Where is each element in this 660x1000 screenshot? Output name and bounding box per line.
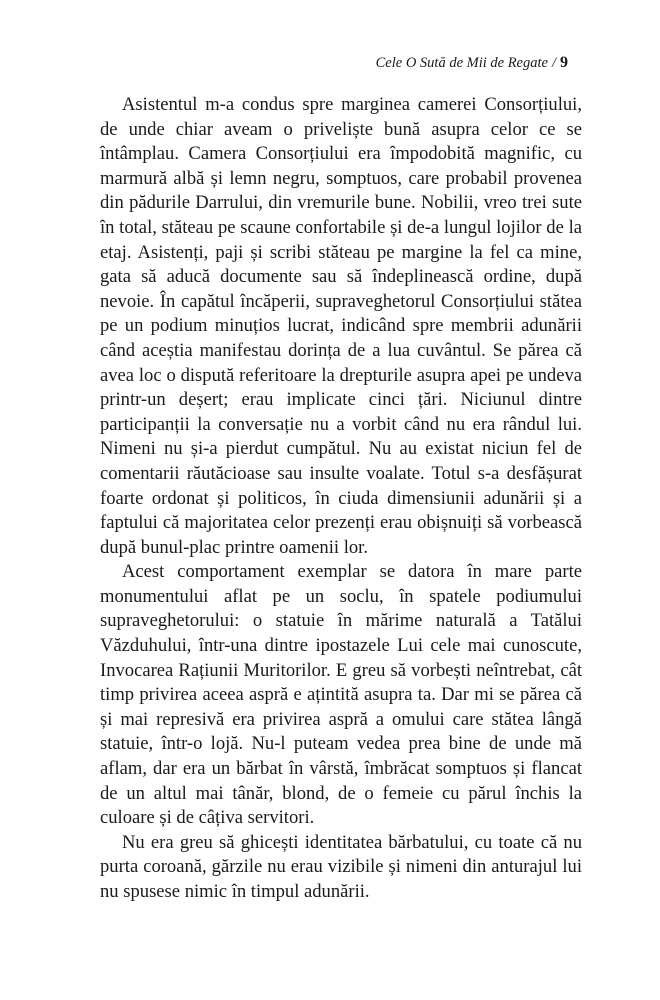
header-separator: / (551, 55, 556, 71)
paragraph-1: Asistentul m-a condus spre marginea camerei Consorțiului, de unde chiar aveam o priveliște bună asupra celor ce se întâmplau. Camera Consorțiului era împodobită magnific, cu marmură albă și lemn negru, somptuos, care probabil provenea din pădurile Darrului, din vremurile bune. Nobilii, vreo trei sute în total, stăteau pe scaune confortabile și de-a lungul lojilor de la etaj. Asistenți, paji și scribi stăteau pe margine la fel ca mine, gata să aducă documente sau să îndeplinească ordine, după nevoie. În capătul încăperii, supraveghetorul Consorțiului stătea pe un podium minuțios lucrat, indicând spre membrii adunării când aceștia manifestau dorința de a lua cuvântul. Se părea că avea loc o dispută referitoare la drepturile asupra apei pe undeva printr-un deșert; erau implicate cinci țări. Niciunul dintre participanții la conversație nu a vorbit când nu era rândul lui. Nimeni nu și-a pierdut cumpătul. Nu au existat niciun fel de comentarii răutăcioase sau insulte voalate. Totul s-a desfășurat foarte ordonat și politicos, în ciuda dimensiunii adunării și a faptului că majoritatea celor prezenți erau obișnuiți să vorbească după bunul-plac printre oamenii lor. (100, 94, 582, 558)
paragraph-2: Acest comportament exemplar se datora în mare parte monumentului aflat pe un soclu, în spatele podiumului supraveghetorului: o statuie în mărime naturală a Tatălui Văzduhului, într-una dintre ipostazele Lui cele mai cunoscute, Invocarea Rațiunii Muritorilor. E greu să vorbești neîntrebat, cât timp privirea aceea aspră e ațintită asupra ta. Dar mi se părea că și mai represivă era privirea aspră a omului care stătea lângă statuie, într-o lojă. Nu-l puteam vedea prea bine de unde mă aflam, dar era un bărbat în vârstă, îmbrăcat somptuos și flancat de un altul mai tânăr, blond, de o femeie cu părul închis la culoare și de câțiva servitori. (100, 561, 582, 829)
page-number: 9 (560, 54, 568, 71)
book-title: Cele O Sută de Mii de Regate (375, 55, 548, 71)
running-header (376, 54, 568, 72)
body-text (100, 93, 582, 905)
paragraph-3: Nu era greu să ghicești identitatea bărbatului, cu toate că nu purta coroană, gărzile nu erau vizibile și nimeni din anturajul lui nu spusese nimic în timpul adunării. (100, 831, 582, 902)
